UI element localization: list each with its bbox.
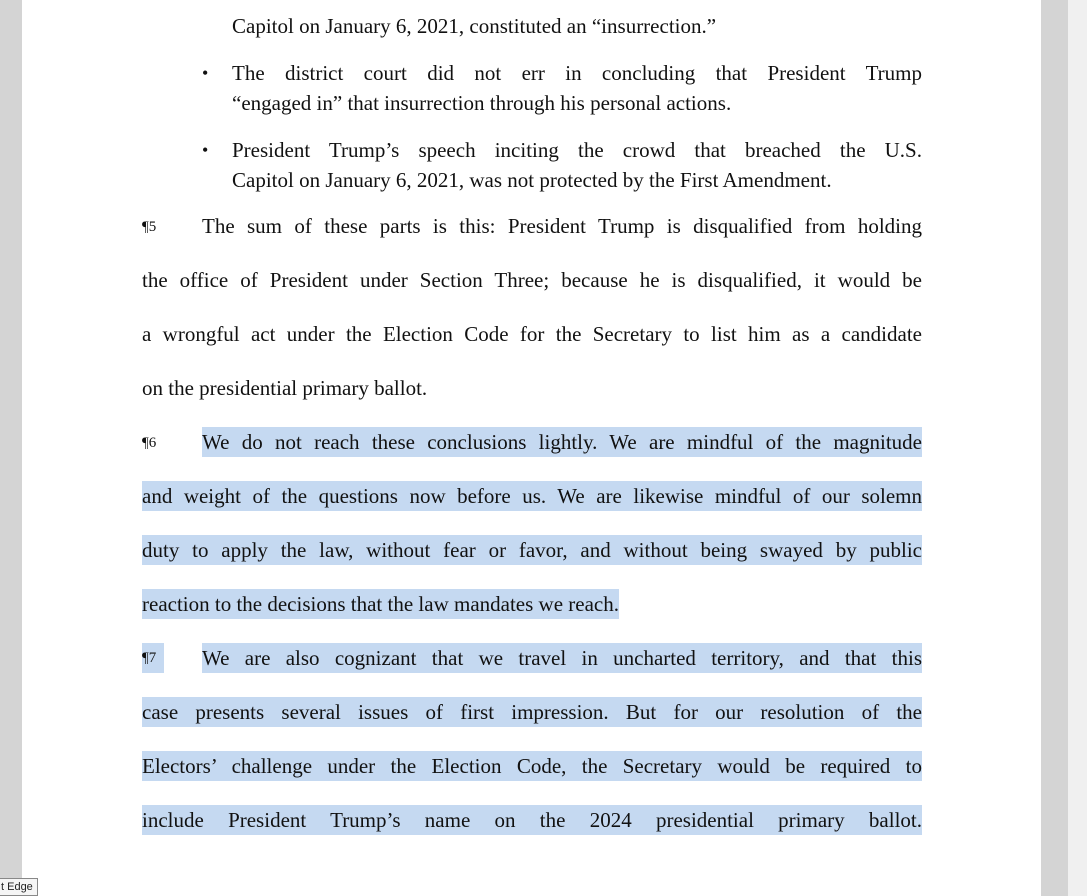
bullet-1-line-1: Capitol on January 6, 2021, constituted an “insurrection.” (232, 14, 717, 38)
paragraph-7-line-3[interactable]: Electors’ challenge under the Election Code, the Secretary would be required to (142, 751, 922, 781)
status-tooltip: t Edge (0, 878, 38, 896)
paragraph-6-line-3[interactable]: duty to apply the law, without fear or favor, and without being swayed by public (142, 535, 922, 565)
paragraph-6-line-2[interactable]: and weight of the questions now before us. We are likewise mindful of our solemn (142, 481, 922, 511)
bullet-2-symbol: • (202, 63, 209, 83)
paragraph-7-line-2[interactable]: case presents several issues of first impression. But for our resolution of the (142, 697, 922, 727)
paragraph-6-mark: ¶6 (142, 435, 157, 451)
bullet-2-line-2: “engaged in” that insurrection through his personal actions. (232, 91, 732, 115)
bullet-2-line-1: The district court did not err in concluding that President Trump (232, 61, 922, 85)
paragraph-5-line-1: The sum of these parts is this: President Trump is disqualified from holding (202, 214, 922, 238)
paragraph-7-line-1[interactable]: We are also cognizant that we travel in uncharted territory, and that this (202, 643, 922, 673)
vertical-scrollbar[interactable] (1068, 0, 1087, 896)
bullet-3-line-1: President Trump’s speech inciting the crowd that breached the U.S. (232, 138, 922, 162)
bullet-3-line-2: Capitol on January 6, 2021, was not protected by the First Amendment. (232, 168, 832, 192)
paragraph-5-line-4: on the presidential primary ballot. (142, 376, 428, 400)
paragraph-5-mark: ¶5 (142, 219, 157, 235)
paragraph-5-line-3: a wrongful act under the Election Code for the Secretary to list him as a candidate (142, 322, 922, 346)
paragraph-6-line-4[interactable]: reaction to the decisions that the law mandates we reach. (142, 589, 619, 619)
paragraph-7-mark[interactable]: ¶7 (142, 643, 164, 673)
paragraph-6-line-1[interactable]: We do not reach these conclusions lightly. We are mindful of the magnitude (202, 427, 922, 457)
bullet-3-symbol: • (202, 140, 209, 160)
paragraph-5-line-2: the office of President under Section Three; because he is disqualified, it would be (142, 268, 922, 292)
paragraph-7-line-4[interactable]: include President Trump’s name on the 2024 presidential primary ballot. (142, 805, 922, 835)
